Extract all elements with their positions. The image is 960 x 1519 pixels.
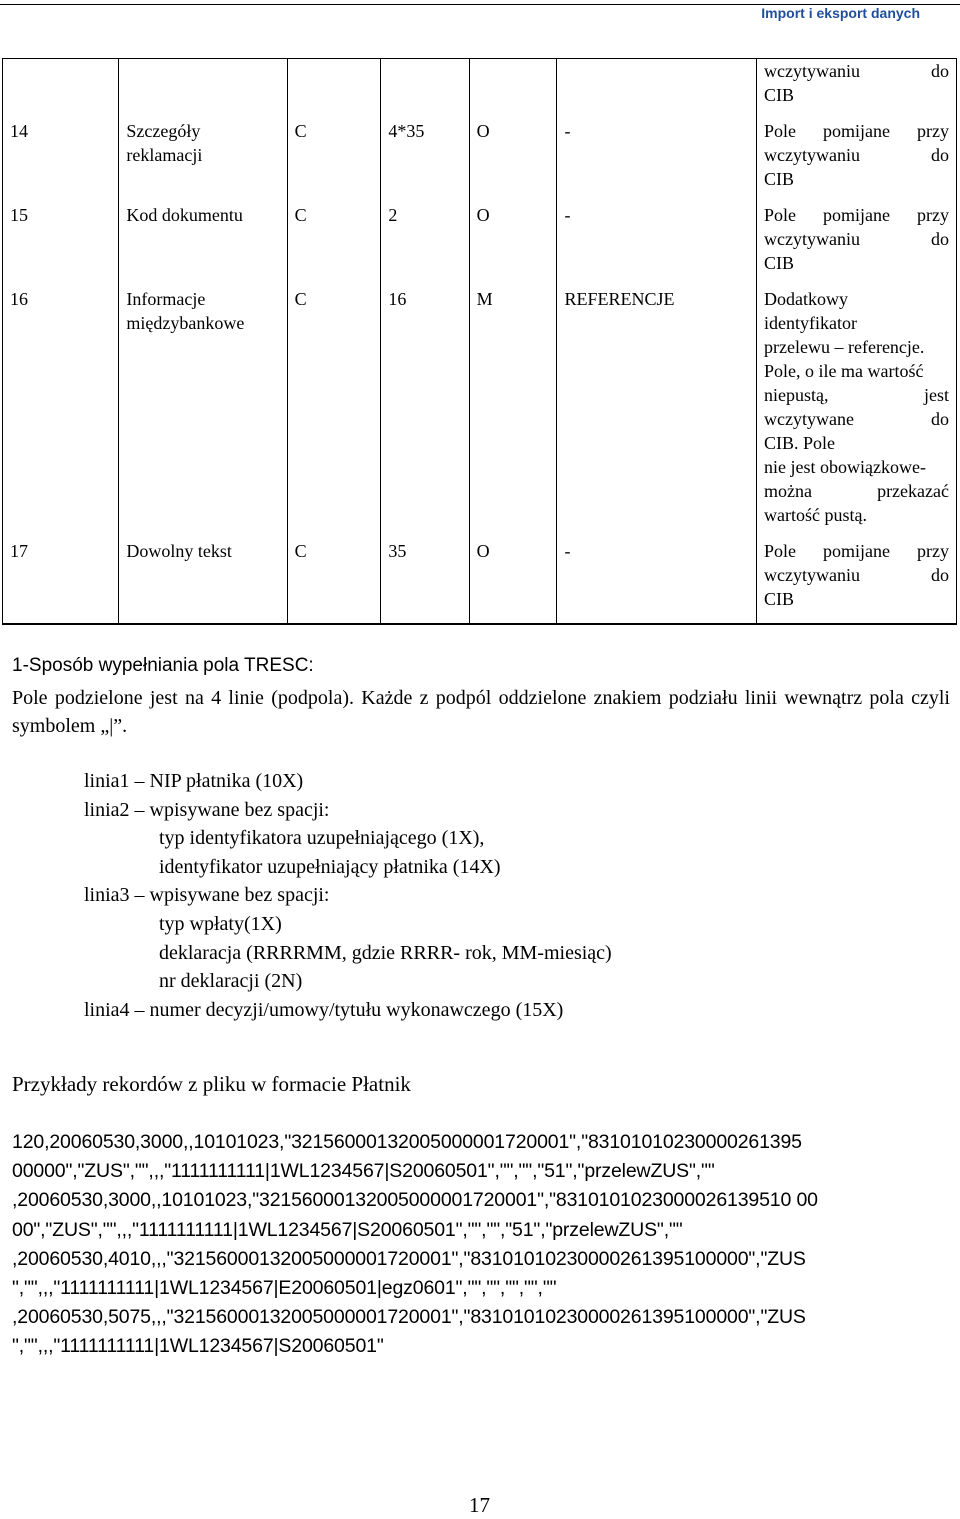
cell-value	[557, 539, 757, 624]
cell-length	[381, 119, 469, 203]
cell-type	[287, 59, 381, 120]
tresc-line-item: linia4 – numer decyzji/umowy/tytułu wykonawczego (15X)	[84, 998, 564, 1021]
page-number: 17	[469, 1493, 490, 1517]
cell-type: C	[287, 287, 381, 539]
cell-allowed-value: -	[564, 121, 571, 141]
tresc-line-item: nr deklaracji (2N)	[159, 970, 303, 993]
tresc-section-title: 1-Sposób wypełniania pola TRESC:	[12, 655, 314, 676]
record-line: ,20060530,3000,,10101023,"32156000132005000001720001","8310101023000026139510 00	[12, 1189, 818, 1212]
cell-required: O	[469, 539, 557, 624]
cell-length	[381, 59, 469, 120]
cell-description: Pole pomijane przy wczytywaniu do CIB	[757, 539, 957, 624]
cell-required	[469, 59, 557, 120]
table-row	[3, 539, 957, 624]
cell-required: O	[469, 119, 557, 203]
cell-length	[381, 539, 469, 624]
cell-number: 17	[3, 539, 119, 624]
record-line: ,20060530,5075,,,"32156000132005000001720001","83101010230000261395100000","ZUS	[12, 1306, 806, 1329]
table-row	[3, 119, 957, 203]
cell-field-name: Informacje międzybankowe	[119, 287, 287, 539]
cell-field-name: Szczegóły reklamacji	[119, 119, 287, 203]
cell-length-value: 2	[388, 205, 398, 225]
cell-value	[557, 203, 757, 287]
cell-number: 14	[3, 119, 119, 203]
tresc-lines-list	[84, 767, 612, 1024]
record-line: 120,20060530,3000,,10101023,"32156000132005000001720001","83101010230000261395	[12, 1131, 802, 1153]
cell-length-value: 35	[388, 541, 407, 561]
cell-length	[381, 203, 469, 287]
cell-number: 15	[3, 203, 119, 287]
cell-field-name: Kod dokumentu	[119, 203, 287, 287]
cell-description: Pole pomijane przy wczytywaniu do CIB	[757, 119, 957, 203]
cell-length-value: 4*35	[388, 121, 425, 141]
cell-number	[3, 59, 119, 120]
tresc-line-item: identyfikator uzupełniający płatnika (14X)	[159, 855, 501, 878]
record-line: ","",,,"1111111111|1WL1234567|E20060501|egz0601","","","","",""	[12, 1277, 557, 1300]
cell-required: O	[469, 203, 557, 287]
record-line: ,20060530,4010,,,"32156000132005000001720001","83101010230000261395100000","ZUS	[12, 1247, 806, 1270]
tresc-line-item: linia3 – wpisywane bez spacji:	[84, 884, 330, 907]
cell-field-name: Dowolny tekst	[119, 539, 287, 624]
cell-required: M	[469, 287, 557, 539]
cell-value	[557, 287, 757, 539]
tresc-line-item: deklaracja (RRRRMM, gdzie RRRR- rok, MM-miesiąc)	[159, 941, 612, 964]
example-records	[12, 1128, 957, 1362]
cell-type: C	[287, 203, 381, 287]
tresc-description: Pole podzielone jest na 4 linie (podpola). Każde z podpól oddzielone znakiem podziału linii wewnątrz pola czyli symbolem „|”.	[12, 687, 950, 737]
table-row	[3, 203, 957, 287]
header-title: Import i eksport danych	[761, 5, 920, 21]
record-line: 00","ZUS","",,,"1111111111|1WL1234567|S20060501","","","51","przelewZUS",""	[12, 1218, 683, 1241]
cell-length-value: 16	[388, 289, 407, 309]
cell-allowed-value: REFERENCJE	[564, 289, 675, 309]
cell-number: 16	[3, 287, 119, 539]
cell-type: C	[287, 119, 381, 203]
table-row	[3, 287, 957, 539]
tresc-line-item: typ wpłaty(1X)	[159, 912, 282, 935]
cell-field-name	[119, 59, 287, 120]
cell-value	[557, 119, 757, 203]
tresc-line-item: typ identyfikatora uzupełniającego (1X),	[159, 827, 485, 850]
table-row	[3, 59, 957, 120]
record-line: ","",,,"1111111111|1WL1234567|S20060501"	[12, 1335, 384, 1358]
tresc-line-item: linia2 – wpisywane bez spacji:	[84, 798, 330, 821]
record-line: 00000","ZUS","",,,"1111111111|1WL1234567|S20060501","","","51","przelewZUS",""	[12, 1160, 715, 1183]
cell-description: wczytywaniu do CIB	[757, 59, 957, 120]
cell-value	[557, 59, 757, 120]
cell-type: C	[287, 539, 381, 624]
field-spec-table	[2, 58, 957, 625]
cell-allowed-value: -	[564, 541, 571, 561]
cell-allowed-value: -	[564, 205, 571, 225]
cell-description: Dodatkowy identyfikator przelewu – referencje. Pole, o ile ma wartość niepustą, jest wczytywane do CIB. Pole nie jest obowiązkowe- można przekazać wartość pustą.	[757, 287, 957, 539]
examples-title: Przykłady rekordów z pliku w formacie Płatnik	[12, 1072, 411, 1096]
tresc-line-item: linia1 – NIP płatnika (10X)	[84, 770, 304, 792]
cell-length	[381, 287, 469, 539]
cell-description: Pole pomijane przy wczytywaniu do CIB	[757, 203, 957, 287]
